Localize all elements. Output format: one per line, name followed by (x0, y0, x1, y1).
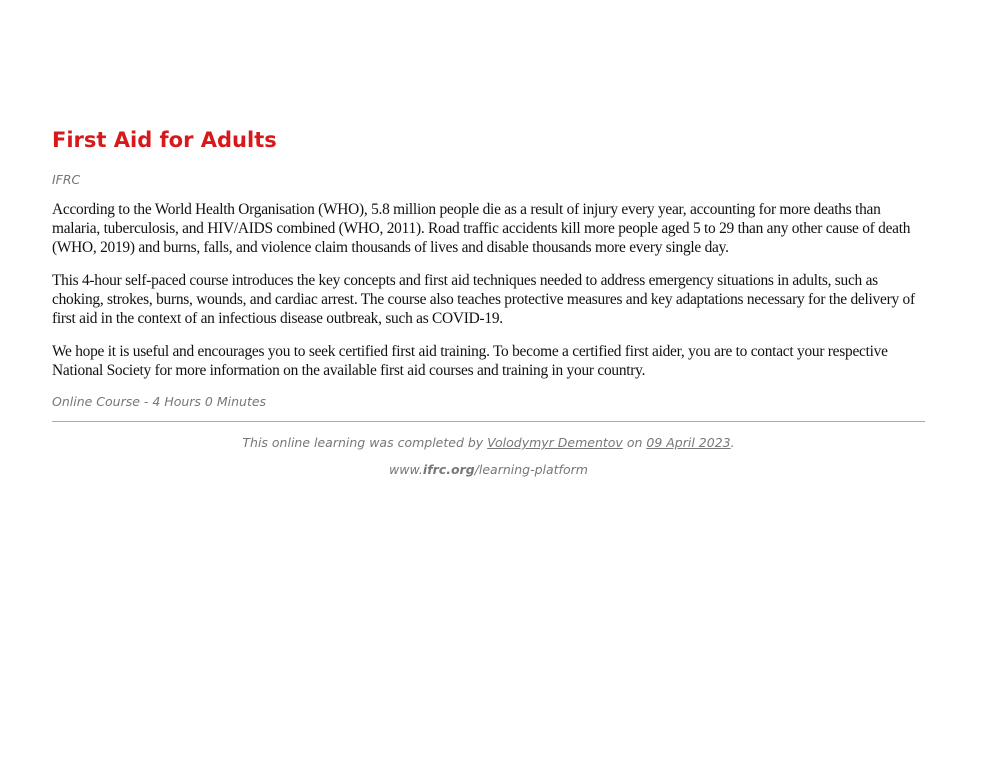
website-domain: ifrc.org (422, 462, 475, 477)
description-paragraph-1: According to the World Health Organisation (WHO), 5.8 million people die as a result of injury every year, accounting for more deaths than malaria, tuberculosis, and HIV/AIDS combined (WHO, 2011). Road traffic accidents kill more people aged 5 to 29 than any other cause of death (WHO, 2019) and burns, falls, and violence claim thousands of lives and disable thousands more every single day. (52, 201, 911, 256)
description-paragraph-2: This 4-hour self-paced course introduces the key concepts and first aid techniques needed to address emergency situations in adults, such as choking, strokes, burns, wounds, and cardiac arrest. The course also teaches protective measures and key adaptations necessary for the delivery of first aid in the context of an infectious disease outbreak, such as COVID-19. (52, 272, 915, 327)
completion-statement (52, 435, 925, 451)
completion-middle: on (622, 435, 647, 450)
course-duration: Online Course - 4 Hours 0 Minutes (52, 394, 267, 409)
completion-suffix: . (730, 435, 735, 450)
course-title: First Aid for Adults (52, 128, 277, 152)
completion-date-link[interactable]: 09 April 2023 (646, 435, 731, 450)
completion-prefix: This online learning was completed by (242, 435, 488, 450)
website-url[interactable] (52, 462, 925, 478)
divider (52, 421, 925, 422)
certificate-page (52, 124, 925, 478)
website-path: /learning-platform (474, 462, 588, 477)
learner-name-link[interactable]: Volodymyr Dementov (487, 435, 623, 450)
organization-name: IFRC (52, 172, 81, 187)
description-paragraph-3: We hope it is useful and encourages you to seek certified first aid training. To become a certified first aider, you are to contact your respective National Society for more information on the available first aid courses and training in your country. (52, 343, 888, 379)
website-prefix: www. (389, 462, 423, 477)
